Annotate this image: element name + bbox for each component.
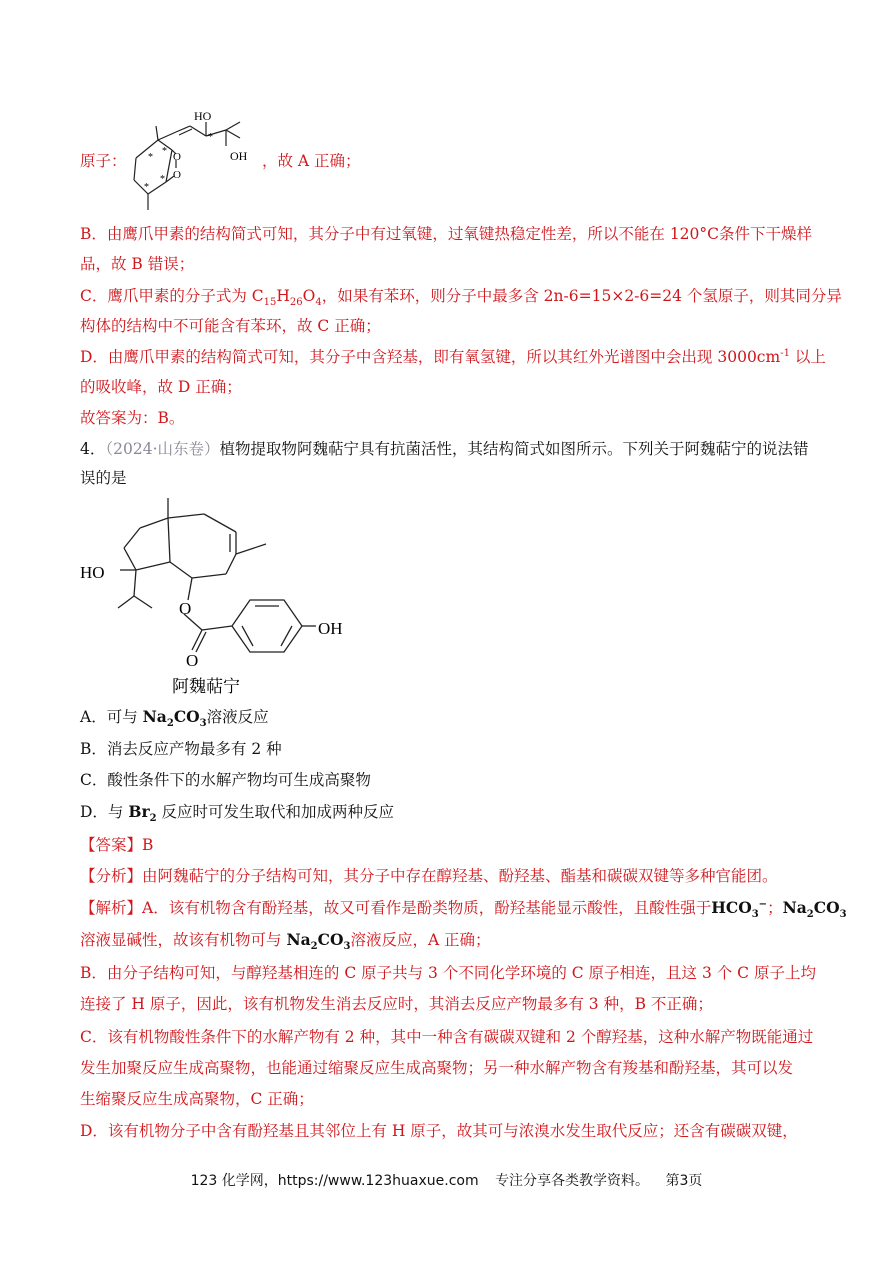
footer-site-link[interactable]: 123 化学网，https://www.123huaxue.com <box>190 1173 479 1189</box>
question-number: 4． <box>80 440 106 458</box>
footer-slogan: 专注分享各类教学资料。 <box>495 1173 650 1189</box>
ester-oxygen-label: O <box>179 599 192 618</box>
carbonyl-oxygen-label: O <box>186 651 199 670</box>
formula: Na <box>142 707 167 726</box>
stereo-star-5: * <box>208 132 213 143</box>
formula: Na <box>286 930 311 949</box>
o-label-2: O <box>173 169 181 181</box>
q3-d-line-2: 的吸收峰，故 D 正确； <box>80 378 242 396</box>
lead-text: 原子： <box>80 152 127 170</box>
analysis-text: 由阿魏萜宁的分子结构可知，其分子中存在醇羟基、酚羟基、酯基和碳碳双键等多种官能团。 <box>142 867 778 885</box>
stereo-star-2: * <box>162 146 167 157</box>
o-label-1: O <box>173 151 181 163</box>
ho-label: HO <box>194 109 212 123</box>
source-tag: （2024·山东卷） <box>105 440 220 458</box>
peroxide-molecule-diagram <box>118 98 268 216</box>
oh-label: OH <box>318 619 343 638</box>
sub: 26 <box>289 297 303 309</box>
text: D．由鹰爪甲素的结构简式可知，其分子中含羟基，即有氧氢键，所以其红外光谱图中会出现 3000cm <box>80 348 781 366</box>
explanation-b-line-2: 连接了 H 原子，因此，该有机物发生消去反应时，其消去反应产物最多有 3 种，B 不正确； <box>80 995 713 1013</box>
analysis-line <box>80 865 815 887</box>
page-footer <box>0 1170 893 1190</box>
text: 反应时可发生取代和加成两种反应 <box>156 803 395 821</box>
q3-c-line-2: 构体的结构中不可能含有苯环，故 C 正确； <box>80 317 381 335</box>
text: ； <box>767 899 783 917</box>
text: 溶液显碱性，故该有机物可与 <box>80 931 287 949</box>
stereo-star-1: * <box>148 152 153 163</box>
stereo-star-4: * <box>144 182 149 193</box>
explanation-c-line-1: C．该有机物酸性条件下的水解产物有 2 种，其中一种含有碳碳双键和 2 个醇羟基，这种水解产物既能通过 <box>80 1028 814 1046</box>
text: O <box>302 287 316 305</box>
explanation-a-line-2 <box>80 929 815 951</box>
option-a <box>80 706 815 728</box>
sub: 3 <box>751 909 759 921</box>
jiexi-tag: 【解析】 <box>80 899 143 917</box>
molecule-name: 阿魏萜宁 <box>172 677 240 696</box>
text: A．可与 <box>80 708 143 726</box>
formula: HCO <box>711 898 752 917</box>
text: H <box>276 287 290 305</box>
text: D．与 <box>80 803 129 821</box>
analysis-tag: 【分析】 <box>80 867 143 885</box>
formula: CO <box>317 930 344 949</box>
sub: 2 <box>149 813 157 825</box>
oh-label: OH <box>230 149 248 163</box>
sub: 2 <box>806 909 814 921</box>
q4-stem-line-1 <box>80 438 815 460</box>
text: A．该有机物含有酚羟基，故又可看作是酚类物质，酚羟基能显示酸性，且酸性强于 <box>142 899 712 917</box>
tail-text: ，故 A 正确； <box>262 152 361 170</box>
explanation-b-line-1: B．由分子结构可知，与醇羟基相连的 C 原子共与 3 个不同化学环境的 C 原子相连，且这 3 个 C 原子上均 <box>80 964 816 982</box>
q4-stem-line-2: 误的是 <box>80 469 127 487</box>
ho-label: HO <box>80 563 105 582</box>
option-d <box>80 801 815 823</box>
sub: 2 <box>310 941 318 953</box>
formula: CO <box>173 707 200 726</box>
text: 以上 <box>789 348 826 366</box>
sub: 3 <box>343 941 351 953</box>
q3-b-line-2: 品，故 B 错误； <box>80 255 195 273</box>
option-c: C．酸性条件下的水解产物均可生成高聚物 <box>80 771 371 789</box>
sub: 3 <box>839 909 847 921</box>
sup: -1 <box>780 347 790 359</box>
answer-tag: 【答案】B <box>80 836 154 854</box>
q3-tail-line <box>262 150 462 172</box>
awei-terpene-molecule-diagram <box>80 496 370 696</box>
text: ，如果有苯环，则分子中最多含 2n-6=15×2-6=24 个氢原子，则其同分异 <box>321 287 842 305</box>
text: 溶液反应，A 正确； <box>350 931 491 949</box>
q3-b-line-1: B．由鹰爪甲素的结构简式可知，其分子中有过氧键，过氧键热稳定性差，所以不能在 120°C条件下干燥样 <box>80 225 813 243</box>
stem-text: 植物提取物阿魏萜宁具有抗菌活性，其结构简式如图所示。下列关于阿魏萜宁的说法错 <box>219 440 809 458</box>
sub: 2 <box>166 718 174 730</box>
text: C．鹰爪甲素的分子式为 C <box>80 287 264 305</box>
q3-c-line-1 <box>80 285 842 309</box>
sub: 15 <box>263 297 277 309</box>
explanation-a-line-1 <box>80 897 847 921</box>
q3-answer: 故答案为：B。 <box>80 409 185 427</box>
page-number: 第3页 <box>665 1173 703 1189</box>
formula: Na <box>782 898 807 917</box>
stereo-star-3: * <box>160 174 165 185</box>
sub: 4 <box>315 297 322 309</box>
option-b: B．消去反应产物最多有 2 种 <box>80 740 282 758</box>
text: 溶液反应 <box>206 708 269 726</box>
formula: CO <box>813 898 840 917</box>
explanation-c-line-3: 生缩聚反应生成高聚物，C 正确； <box>80 1090 314 1108</box>
explanation-d-line-1: D．该有机物分子中含有酚羟基且其邻位上有 H 原子，故其可与浓溴水发生取代反应；还含有碳碳双键， <box>80 1122 798 1140</box>
explanation-c-line-2: 发生加聚反应生成高聚物，也能通过缩聚反应生成高聚物；另一种水解产物含有羧基和酚羟基，其可以发 <box>80 1059 794 1077</box>
sub: 3 <box>199 718 207 730</box>
sup: − <box>758 898 768 910</box>
q3-d-line-1 <box>80 346 826 368</box>
formula: Br <box>128 802 150 821</box>
